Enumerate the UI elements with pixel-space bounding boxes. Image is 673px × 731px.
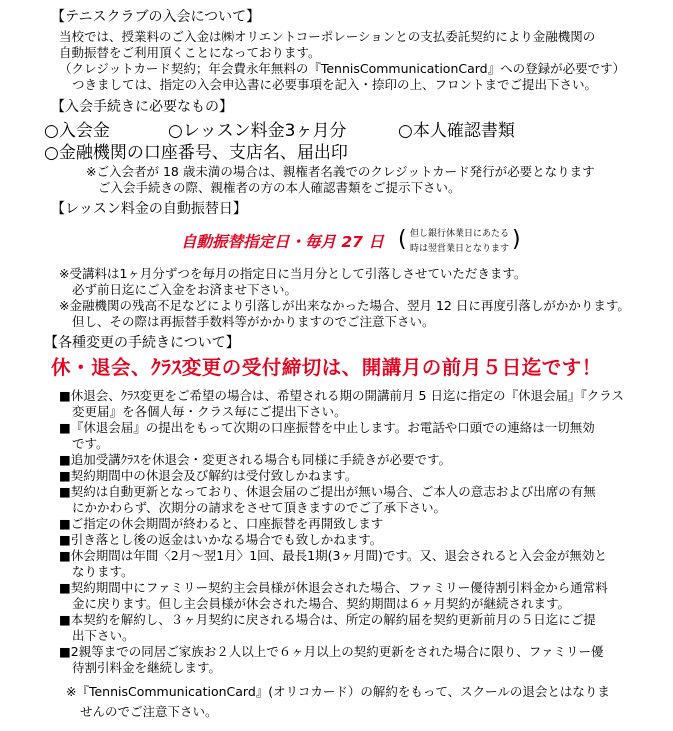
heading-change: 【各種変更の手続きについて】 xyxy=(44,335,240,351)
required-note-2: ご入会手続きの際、親権者の方の本人確認書類をご提示下さい。 xyxy=(98,180,461,195)
required-item-entry-fee: ○入会金 xyxy=(44,121,110,141)
change-bullet-3: ■追加受講ｸﾗｽを休退会・変更される場合も同様に手続きが必要です。 xyxy=(59,452,452,467)
change-bullet-1a: ■休退会、ｸﾗｽ変更をご希望の場合は、希望される期の開講前月 5 日迄に指定の『休退会届』『クラス xyxy=(59,388,624,403)
change-bullet-5b: にかかわらず、次期分の請求をさせて頂きますのでご了承下さい。 xyxy=(72,500,447,515)
transfer-note-1: ※受講料は1ヶ月分ずつを毎月の指定日に当月分として引落しさせていただきます。 xyxy=(59,266,527,281)
change-bullet-1b: 変更届』を各個人毎・クラス毎にご提出下さい。 xyxy=(72,404,347,419)
transfer-note-4: 但し、その際は再振替手数料等がかかりますのでご注意下さい。 xyxy=(72,314,435,329)
deadline-warning: 休・退会、ｸﾗｽ変更の受付締切は、開講月の前月５日迄です！ xyxy=(51,356,602,379)
change-bullet-2a: ■『休退会届』の提出をもって次期の口座振替を中止します。お電話や口頭での連絡は一切無効 xyxy=(59,420,595,435)
bracket-note-1: 但し銀行休業日にあたる xyxy=(410,229,510,239)
change-bullet-5a: ■契約は自動更新となっており、休退会届のご提出が無い場合、ご本人の意志および出席の有無 xyxy=(59,484,596,499)
change-bullet-11a: ■2親等までの同居ご家族お２人以上で６ヶ月以上の契約更新をされた場合に限り、ファミリー優 xyxy=(59,644,604,659)
join-line-1: 当校では、授業料のご入金は㈱オリエントコーポレーションとの支払委託契約により金融機関の xyxy=(59,29,596,44)
footer-note-1: ※『TennisCommunicationCard』(オリコカード）の解約をもって、スクールの退会とはなりま xyxy=(66,684,610,699)
change-bullet-7: ■引き落とし後の返金はいかなる場合でも致しかねます。 xyxy=(59,532,383,547)
heading-join: 【テニスクラブの入会について】 xyxy=(51,9,261,25)
change-bullet-6: ■ご指定の休会期間が終わると、口座振替を再開致します xyxy=(59,516,384,531)
bracket-close: ) xyxy=(512,227,521,252)
heading-transfer: 【レッスン料金の自動振替日】 xyxy=(51,201,247,217)
join-line-2: 自動振替をご利用頂くことになっております。 xyxy=(59,45,321,60)
footer-note-2: せんのでご注意下さい。 xyxy=(80,704,218,719)
required-item-lesson-fee: ○レッスン料金3ヶ月分 xyxy=(168,121,347,141)
change-bullet-10a: ■本契約を解約し、３ヶ月契約に戻される場合は、所定の解約届を契約更新前月の５日迄にご提 xyxy=(59,612,596,627)
heading-required: 【入会手続きに必要なもの】 xyxy=(51,99,233,115)
change-bullet-9b: 金に戻ります。但し主会員様が休会された場合、契約期間は６ヶ月契約が継続されます。 xyxy=(72,596,571,611)
join-line-3: （クレジットカード契約；年会費永年無料の『TennisCommunicationCard』への登録が必要です） xyxy=(59,61,626,76)
transfer-date-title: 自動振替指定日・毎月 27 日 xyxy=(181,233,384,251)
change-bullet-8a: ■休会期間は年間〈2月～翌1月〉1回、最長1期(3ヶ月間)です。又、退会されると入会金が無効と xyxy=(59,548,607,563)
change-bullet-2b: です。 xyxy=(72,436,109,451)
bracket-note-2: 時は翌営業日となります xyxy=(410,244,510,254)
change-bullet-8b: なります。 xyxy=(72,564,134,579)
change-bullet-4: ■契約期間中の休退会及び解約は受付致しかねます。 xyxy=(59,468,358,483)
bracket-open: ( xyxy=(398,227,407,252)
required-item-bank: ○金融機関の口座番号、支店名、届出印 xyxy=(44,143,348,163)
change-bullet-11b: 待割引料金を継続します。 xyxy=(72,660,222,675)
join-line-4: つきましては、指定の入会申込書に必要事項を記入・捺印の上、フロントまでご提出下さい。 xyxy=(72,77,598,92)
transfer-note-3: ※金融機関の残高不足などにより引落しが出来なかった場合、翌月 12 日に再度引落しがかかります。 xyxy=(59,298,630,313)
required-item-id: ○本人確認書類 xyxy=(398,121,515,141)
change-bullet-10b: 出下さい。 xyxy=(72,628,135,643)
transfer-note-2: 必ず前日迄にご入金をお済ませ下さい。 xyxy=(72,282,298,297)
required-note-1: ※ご入会者が 18 歳未満の場合は、親権者名義でのクレジットカード発行が必要となります xyxy=(86,164,595,179)
change-bullet-9a: ■契約期間中にファミリー契約主会員様が休退会された場合、ファミリー優待割引料金から通常料 xyxy=(59,580,608,595)
